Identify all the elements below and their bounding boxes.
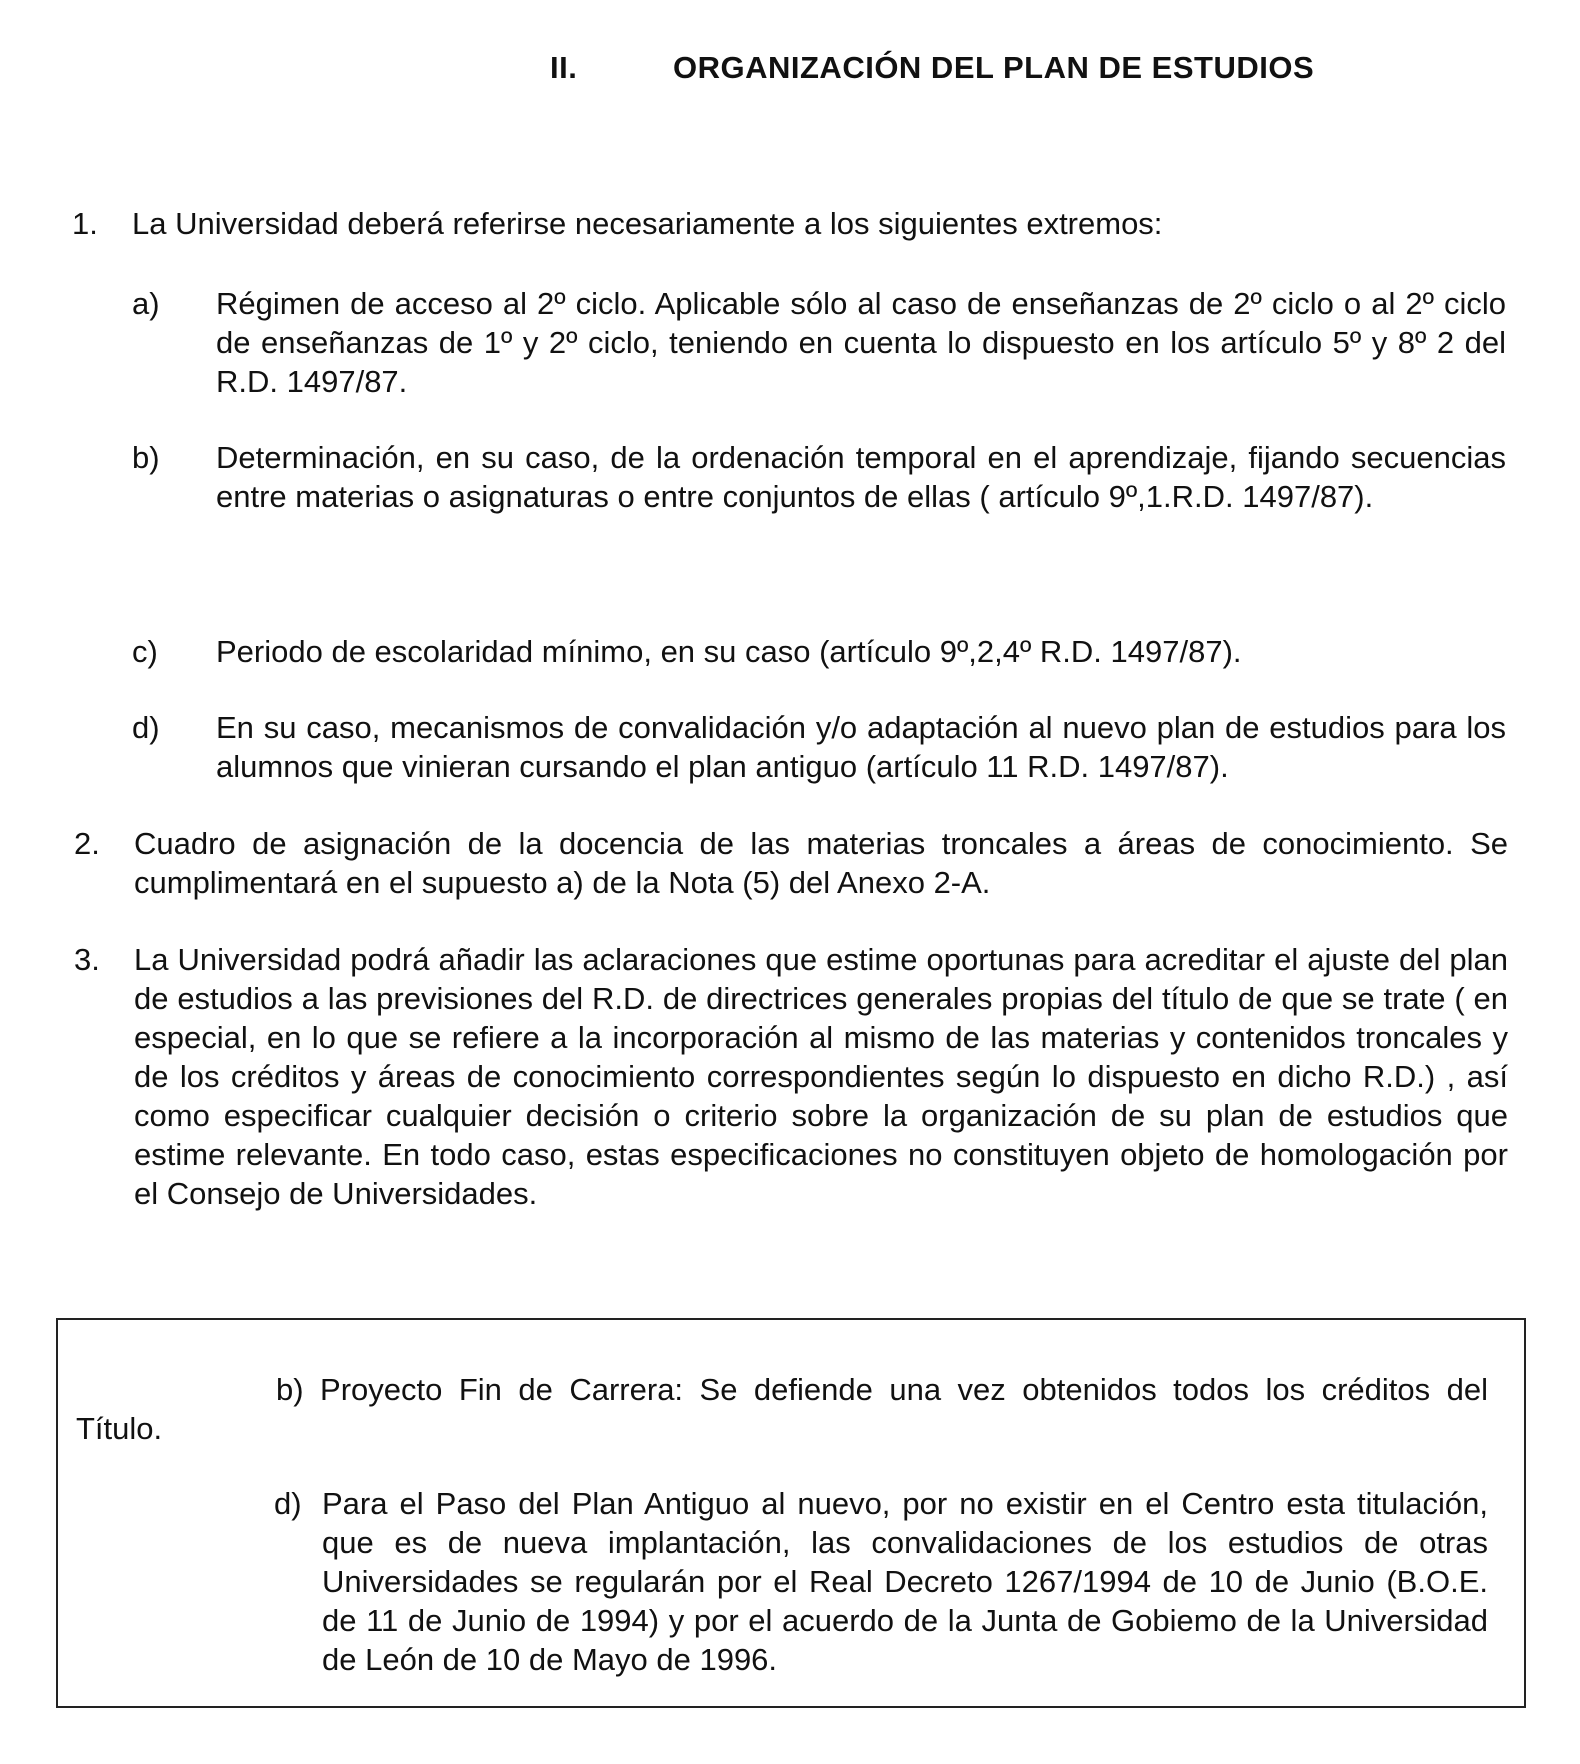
- note-item-b: [76, 1370, 1488, 1448]
- note-b-first-line: b) Proyecto Fin de Carrera: Se defiende una vez obtenidos todos los créditos del: [276, 1372, 1488, 1407]
- list-marker: 1.: [72, 206, 98, 241]
- section-title: ORGANIZACIÓN DEL PLAN DE ESTUDIOS: [673, 50, 1315, 85]
- list-item-1: [72, 204, 1512, 243]
- list-marker: 2.: [74, 826, 100, 861]
- note-item-d: [274, 1484, 1488, 1679]
- list-item-text: La Universidad deberá referirse necesariamente a los siguientes extremos:: [132, 206, 1163, 241]
- list-item-3: [74, 940, 1508, 1213]
- note-b-continuation: Título.: [76, 1411, 163, 1446]
- sub-item-c: [132, 632, 1506, 671]
- sub-item-text: Régimen de acceso al 2º ciclo. Aplicable sólo al caso de enseñanzas de 2º ciclo o al 2º ciclo de enseñanzas de 1º y 2º ciclo, teniendo en cuenta lo dispuesto en los artículo 5º y 8º 2 del R.D. 1497/87.: [216, 286, 1506, 399]
- notes-box: [56, 1318, 1526, 1708]
- note-d-text: Para el Paso del Plan Antiguo al nuevo, por no existir en el Centro esta titulación, que es de nueva implantación, las convalidaciones de los estudios de otras Universidades se regularán por el Real Decreto 1267/1994 de 10 de Junio (B.O.E. de 11 de Junio de 1994) y por el acuerdo de la Junta de Gobiemo de la Universidad de León de 10 de Mayo de 1996.: [322, 1486, 1488, 1677]
- section-number: II.: [550, 50, 578, 85]
- sub-item-text: Determinación, en su caso, de la ordenación temporal en el aprendizaje, fijando secuencias entre materias o asignaturas o entre conjuntos de ellas ( artículo 9º,1.R.D. 1497/87).: [216, 440, 1506, 514]
- sub-item-b: [132, 438, 1506, 516]
- list-item-2: [74, 824, 1508, 902]
- sub-item-text: Periodo de escolaridad mínimo, en su caso (artículo 9º,2,4º R.D. 1497/87).: [216, 634, 1242, 669]
- list-item-text: La Universidad podrá añadir las aclaraciones que estime oportunas para acreditar el ajuste del plan de estudios a las previsiones del R.D. de directrices generales propias del título de que se trate ( en especial, en lo que se refiere a la incorporación al mismo de las materias y contenidos troncales y de los créditos y áreas de conocimiento correspondientes según lo dispuesto en dicho R.D.) , así como especificar cualquier decisión o criterio sobre la organización de su plan de estudios que estime relevante. En todo caso, estas especificaciones no constituyen objeto de homologación por el Consejo de Universidades.: [134, 942, 1508, 1211]
- sub-item-text: En su caso, mecanismos de convalidación y/o adaptación al nuevo plan de estudios para los alumnos que vinieran cursando el plan antiguo (artículo 11 R.D. 1497/87).: [216, 710, 1506, 784]
- sub-item-marker: d): [132, 710, 160, 745]
- section-heading: [550, 48, 1314, 87]
- sub-item-marker: c): [132, 634, 158, 669]
- note-d-marker: d): [274, 1486, 302, 1521]
- sub-item-d: [132, 708, 1506, 786]
- sub-item-a: [132, 284, 1506, 401]
- sub-item-marker: a): [132, 286, 160, 321]
- sub-item-marker: b): [132, 440, 160, 475]
- list-item-text: Cuadro de asignación de la docencia de las materias troncales a áreas de conocimiento. Se cumplimentará en el supuesto a) de la Nota (5) del Anexo 2-A.: [134, 826, 1508, 900]
- list-marker: 3.: [74, 942, 100, 977]
